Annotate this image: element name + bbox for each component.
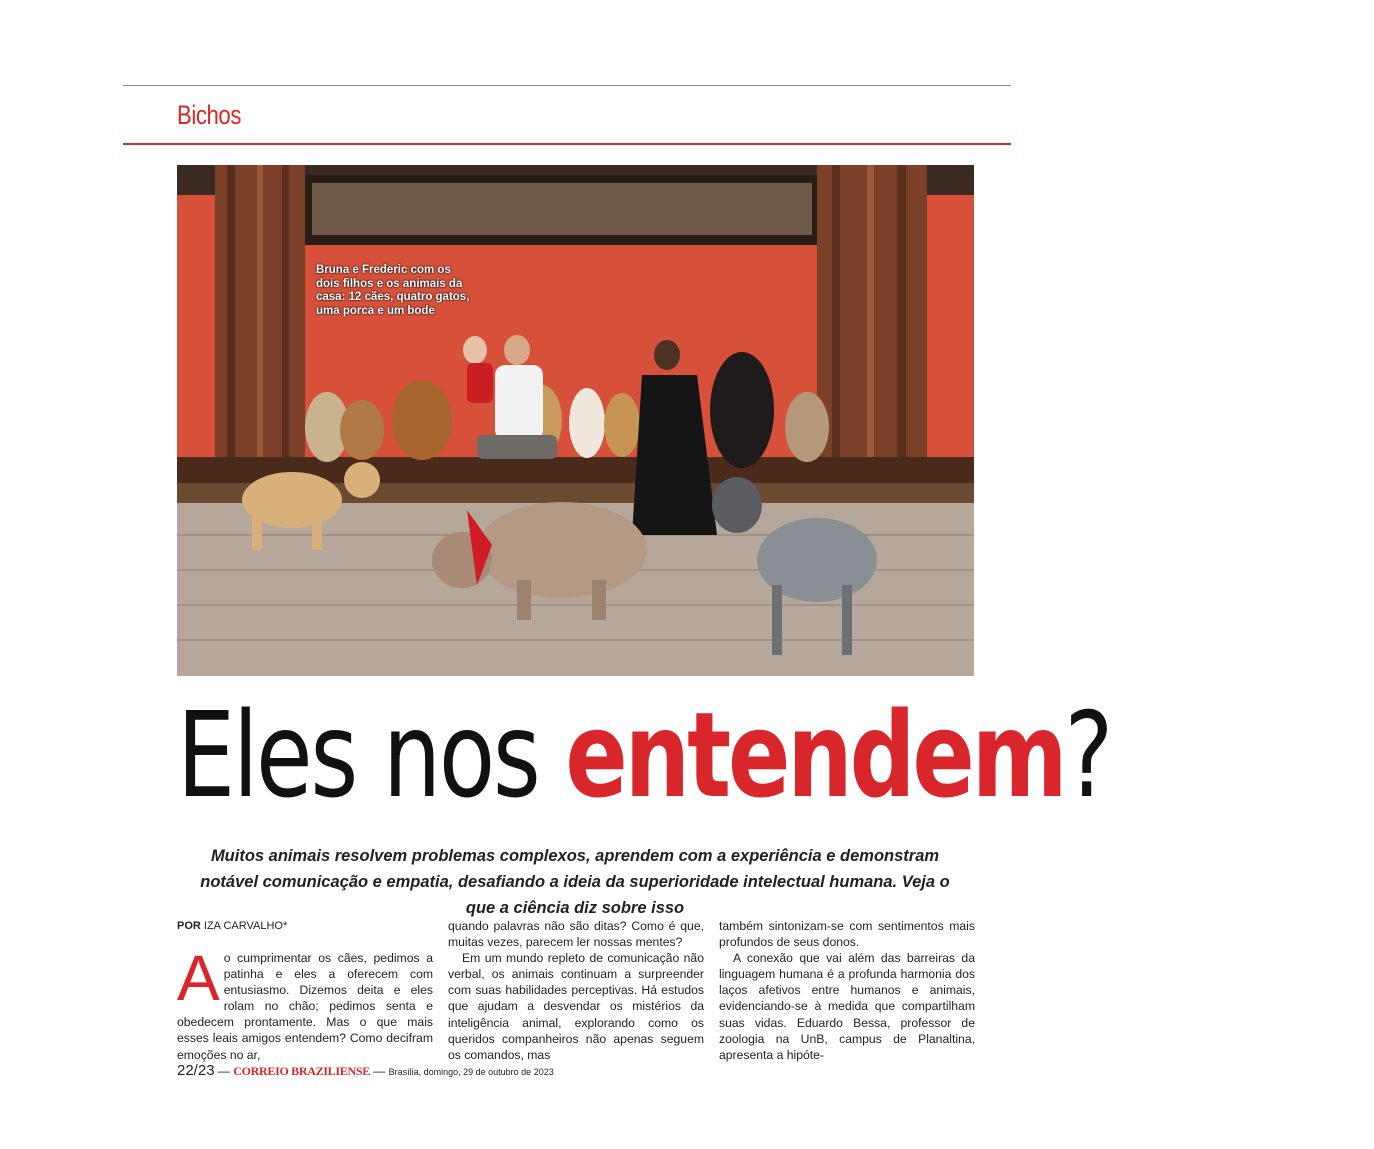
- deck: Muitos animais resolvem problemas complexos, aprendem com a experiência e demonstram notável comunicação e empatia, desafiando a ideia da superioridade intelectual humana. Veja o que a ciência diz sobre isso: [200, 847, 950, 917]
- byline-prefix: POR: [177, 920, 201, 932]
- photo-illustration: [177, 165, 974, 676]
- dropcap: A: [177, 942, 220, 1014]
- section-rule: [123, 143, 1011, 145]
- body-paragraph: quando palavras não são ditas? Como é que, muitas vezes, parecem ler nossas mentes?: [448, 919, 704, 950]
- newspaper-brand: CORREIO BRAZILIENSE: [233, 1064, 370, 1078]
- footer-separator: —: [217, 1064, 230, 1078]
- photo-caption: Bruna e Frederic com os dois filhos e os animais da casa: 12 cães, quatro gatos, uma porca e um bode: [316, 264, 470, 317]
- body-column-2: [448, 918, 704, 1063]
- body-column-3: [719, 918, 975, 1063]
- headline-part1: [177, 686, 1112, 824]
- byline: [177, 920, 287, 932]
- top-rule: [123, 85, 1011, 86]
- headline-part2: ?: [1064, 686, 1112, 824]
- headline: [177, 686, 1112, 825]
- body-paragraph: o cumprimentar os cães, pedimos a patinha e eles a oferecem com entusiasmo. Dizemos deita e eles rolam no chão; pedimos senta e obedecem prontamente. Mas o que mais esses leais amigos entendem? Como decifram emoções no ar,: [177, 951, 433, 1062]
- headline-part1-text: Eles nos: [177, 686, 566, 824]
- lead-photo: [177, 165, 974, 676]
- body-paragraph: também sintonizam-se com sentimentos mais profundos de seus donos.: [719, 919, 975, 950]
- body-paragraph: Em um mundo repleto de comunicação não verbal, os animais continuam a surpreender com suas habilidades perceptivas. Há estudos que ajudam a desvendar os mistérios da inteligência animal, explorando como os queridos companheiros não apenas seguem os comandos, mas: [448, 951, 704, 1062]
- page-numbers: 22/23: [177, 1062, 215, 1079]
- body-column-1: [177, 942, 433, 1063]
- section-title: Bichos: [177, 100, 241, 130]
- footer-separator: —: [373, 1064, 386, 1078]
- page-footer: [177, 1062, 554, 1079]
- body-paragraph: A conexão que vai além das barreiras da linguagem humana é a profunda harmonia dos laços afetivos entre humanos e animais, evidenciando-se à medida que compartilham suas vidas. Eduardo Bessa, professor de zoologia na UnB, campus de Planaltina, apresenta a hipóte-: [719, 951, 975, 1062]
- dateline: Brasília, domingo, 29 de outubro de 2023: [388, 1067, 554, 1077]
- byline-author: IZA CARVALHO*: [203, 920, 288, 932]
- headline-emphasis: entendem: [565, 686, 1065, 824]
